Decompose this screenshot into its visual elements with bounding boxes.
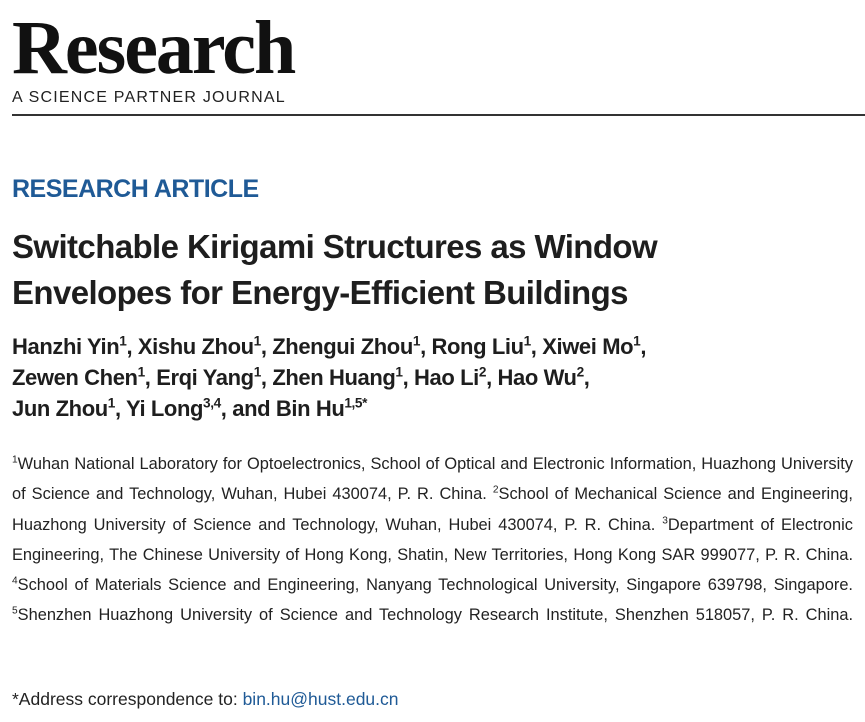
- article-title-line-2: Envelopes for Energy-Efficient Buildings: [12, 274, 628, 311]
- affiliation-text: Wuhan National Laboratory for Optoelectronics, School of Optical and Electronic Information, Huazhong University of Science and Technology, Wuhan, Hubei 430074, P. R. China.: [12, 455, 853, 504]
- author-name: Xishu Zhou: [137, 334, 254, 359]
- author-affiliation-ref: 1,5*: [344, 395, 368, 411]
- author-affiliation-ref: 1: [107, 395, 115, 411]
- header-divider: [12, 114, 865, 116]
- correspondence-label: *Address correspondence to:: [12, 689, 238, 709]
- author-affiliation-ref: 3,4: [203, 395, 221, 411]
- author-line-1: Hanzhi Yin$^1$, Xishu Zhou$^1$, Zhengui Zhou$^1$, Rong Liu$^1$, Xiwei Mo$^1$,: [12, 333, 647, 359]
- article-title: [12, 224, 862, 316]
- affiliation-number: 3: [662, 515, 668, 527]
- author-name: Bin Hu: [275, 396, 345, 421]
- author-name: Yi Long: [126, 396, 204, 421]
- affiliation-list: [12, 449, 857, 631]
- affiliation-text: School of Materials Science and Engineering, Nanyang Technological University, Singapore 639798, Singapore.: [17, 576, 853, 595]
- author-name: Rong Liu: [431, 334, 524, 359]
- author-affiliation-ref: 1: [119, 333, 127, 349]
- affiliation-block: [12, 449, 853, 631]
- author-name: Zewen Chen: [12, 365, 138, 390]
- article-type-label: RESEARCH ARTICLE: [12, 175, 259, 203]
- author-affiliation-ref: 1: [137, 364, 145, 380]
- author-conjunction: and: [232, 396, 271, 421]
- author-name: Zhengui Zhou: [272, 334, 413, 359]
- author-list: [12, 331, 862, 424]
- author-name: Hanzhi Yin: [12, 334, 120, 359]
- author-affiliation-ref: 1: [412, 333, 421, 349]
- affiliation-number: 4: [12, 575, 18, 587]
- author-affiliation-ref: 1: [633, 333, 641, 349]
- author-name: Hao Wu: [497, 365, 577, 390]
- author-name: Erqi Yang: [156, 365, 254, 390]
- affiliation-text: Department of Electronic Engineering, The Chinese University of Hong Kong, Shatin, New Territories, Hong Kong SAR 999077, P. R. China.: [12, 515, 853, 564]
- affiliation-number: 2: [492, 484, 499, 496]
- author-affiliation-ref: 1: [395, 364, 403, 380]
- author-affiliation-ref: 2: [478, 364, 487, 380]
- affiliation-text: School of Mechanical Science and Engineering, Huazhong University of Science and Technology, Wuhan, Hubei 430074, P. R. China.: [12, 485, 853, 534]
- journal-name: Research: [12, 6, 295, 90]
- correspondence-line: [12, 687, 399, 711]
- affiliation-number: 5: [12, 606, 18, 618]
- journal-masthead: [12, 8, 294, 108]
- affiliation-text: Shenzhen Huazhong University of Science and Technology Research Institute, Shenzhen 518057, P. R. China.: [17, 606, 853, 625]
- affiliation-number: 1: [12, 454, 18, 466]
- author-affiliation-ref: 1: [253, 364, 261, 380]
- author-name: Zhen Huang: [272, 365, 396, 390]
- author-name: Jun Zhou: [12, 396, 108, 421]
- author-line-2: Zewen Chen$^1$, Erqi Yang$^1$, Zhen Huang$^1$, Hao Li$^2$, Hao Wu$^2$,: [12, 364, 590, 390]
- article-title-line-1: Switchable Kirigami Structures as Window: [12, 228, 658, 265]
- author-affiliation-ref: 1: [253, 333, 261, 349]
- journal-tagline: A SCIENCE PARTNER JOURNAL: [12, 89, 286, 106]
- author-line-3: Jun Zhou$^1$, Yi Long$^{3,4}$, and Bin $Hu^{1,5*}$: [12, 395, 368, 421]
- correspondence-email-link[interactable]: bin.hu@hust.edu.cn: [242, 689, 399, 709]
- author-name: Xiwei Mo: [542, 334, 634, 359]
- author-name: Hao Li: [414, 365, 479, 390]
- author-affiliation-ref: 1: [523, 333, 531, 349]
- author-affiliation-ref: 2: [576, 364, 584, 380]
